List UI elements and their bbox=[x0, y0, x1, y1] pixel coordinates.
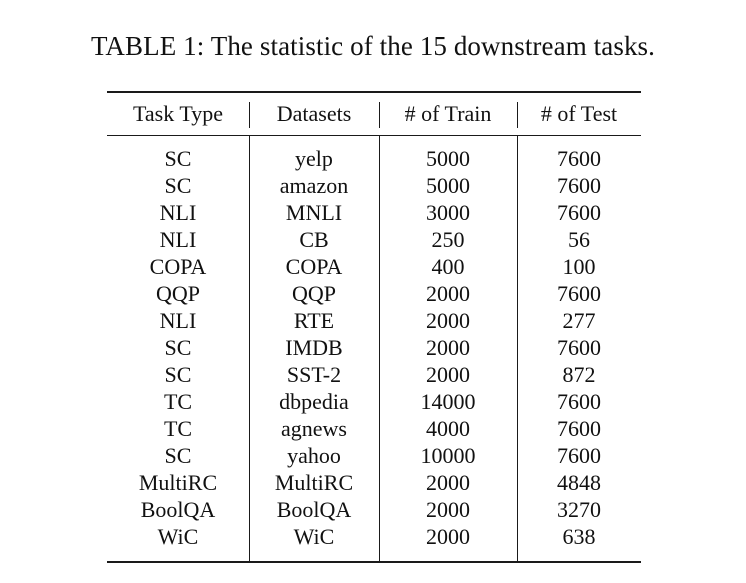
table-caption: TABLE 1: The statistic of the 15 downstream tasks. bbox=[91, 31, 655, 61]
table-row bbox=[107, 253, 641, 280]
test-count-cell: 7600 bbox=[557, 281, 601, 306]
statistics-table bbox=[107, 91, 641, 563]
table-row bbox=[107, 199, 641, 226]
test-count-cell: 4848 bbox=[557, 470, 601, 495]
train-count-cell: 2000 bbox=[426, 497, 470, 522]
test-count-cell: 872 bbox=[562, 362, 596, 387]
task-type-cell: SC bbox=[164, 362, 192, 387]
task-type-cell: WiC bbox=[157, 524, 199, 549]
task-type-cell: SC bbox=[164, 146, 192, 171]
task-type-cell: TC bbox=[163, 416, 193, 441]
task-type-cell: TC bbox=[163, 389, 193, 414]
dataset-cell: BoolQA bbox=[276, 497, 352, 522]
test-count-cell: 7600 bbox=[557, 200, 601, 225]
test-count-cell: 7600 bbox=[557, 389, 601, 414]
header-divider bbox=[249, 102, 250, 128]
dataset-cell: MultiRC bbox=[274, 470, 354, 495]
table-row bbox=[107, 388, 641, 415]
task-type-cell: MultiRC bbox=[138, 470, 218, 495]
table-row bbox=[107, 226, 641, 253]
bottom-rule bbox=[107, 561, 641, 563]
rows-container bbox=[107, 145, 641, 550]
dataset-cell: WiC bbox=[293, 524, 335, 549]
column-divider bbox=[517, 136, 518, 561]
test-count-cell: 7600 bbox=[557, 146, 601, 171]
table-row bbox=[107, 280, 641, 307]
task-type-cell: QQP bbox=[155, 281, 200, 306]
train-count-cell: 2000 bbox=[426, 281, 470, 306]
header-divider bbox=[517, 102, 518, 128]
task-type-cell: NLI bbox=[159, 200, 197, 225]
dataset-cell: RTE bbox=[293, 308, 335, 333]
dataset-cell: CB bbox=[299, 227, 329, 252]
train-count-cell: 10000 bbox=[420, 443, 476, 468]
train-count-cell: 2000 bbox=[426, 524, 470, 549]
header-train: # of Train bbox=[404, 101, 492, 126]
task-type-cell: BoolQA bbox=[140, 497, 216, 522]
header-task-type: Task Type bbox=[133, 101, 223, 126]
test-count-cell: 277 bbox=[562, 308, 596, 333]
table-row bbox=[107, 496, 641, 523]
table-row bbox=[107, 307, 641, 334]
test-count-cell: 100 bbox=[562, 254, 596, 279]
header-row bbox=[107, 93, 641, 135]
train-count-cell: 400 bbox=[431, 254, 465, 279]
test-count-cell: 3270 bbox=[557, 497, 601, 522]
dataset-cell: agnews bbox=[281, 416, 347, 441]
train-count-cell: 2000 bbox=[426, 335, 470, 360]
train-count-cell: 5000 bbox=[426, 173, 470, 198]
test-count-cell: 7600 bbox=[557, 335, 601, 360]
dataset-cell: MNLI bbox=[285, 200, 343, 225]
dataset-cell: SST-2 bbox=[286, 362, 342, 387]
task-type-cell: SC bbox=[164, 443, 192, 468]
dataset-cell: COPA bbox=[285, 254, 343, 279]
table-row bbox=[107, 469, 641, 496]
test-count-cell: 638 bbox=[562, 524, 596, 549]
train-count-cell: 4000 bbox=[426, 416, 470, 441]
header-divider bbox=[379, 102, 380, 128]
test-count-cell: 56 bbox=[568, 227, 590, 252]
train-count-cell: 2000 bbox=[426, 308, 470, 333]
train-count-cell: 2000 bbox=[426, 362, 470, 387]
table-row bbox=[107, 361, 641, 388]
train-count-cell: 250 bbox=[431, 227, 465, 252]
task-type-cell: NLI bbox=[159, 227, 197, 252]
column-divider bbox=[379, 136, 380, 561]
dataset-cell: QQP bbox=[291, 281, 336, 306]
table-row bbox=[107, 172, 641, 199]
task-type-cell: SC bbox=[164, 173, 192, 198]
table-row bbox=[107, 145, 641, 172]
header-test: # of Test bbox=[540, 101, 618, 126]
header-datasets: Datasets bbox=[276, 101, 352, 126]
table-body bbox=[107, 136, 641, 561]
test-count-cell: 7600 bbox=[557, 443, 601, 468]
dataset-cell: yelp bbox=[295, 146, 333, 171]
task-type-cell: COPA bbox=[149, 254, 207, 279]
table-row bbox=[107, 415, 641, 442]
task-type-cell: SC bbox=[164, 335, 192, 360]
train-count-cell: 3000 bbox=[426, 200, 470, 225]
train-count-cell: 2000 bbox=[426, 470, 470, 495]
train-count-cell: 5000 bbox=[426, 146, 470, 171]
dataset-cell: amazon bbox=[279, 173, 349, 198]
dataset-cell: IMDB bbox=[285, 335, 343, 360]
dataset-cell: yahoo bbox=[287, 443, 341, 468]
table-row bbox=[107, 334, 641, 361]
test-count-cell: 7600 bbox=[557, 416, 601, 441]
dataset-cell: dbpedia bbox=[279, 389, 349, 414]
column-divider bbox=[249, 136, 250, 561]
table-row bbox=[107, 523, 641, 550]
table-row bbox=[107, 442, 641, 469]
train-count-cell: 14000 bbox=[420, 389, 476, 414]
task-type-cell: NLI bbox=[159, 308, 197, 333]
test-count-cell: 7600 bbox=[557, 173, 601, 198]
